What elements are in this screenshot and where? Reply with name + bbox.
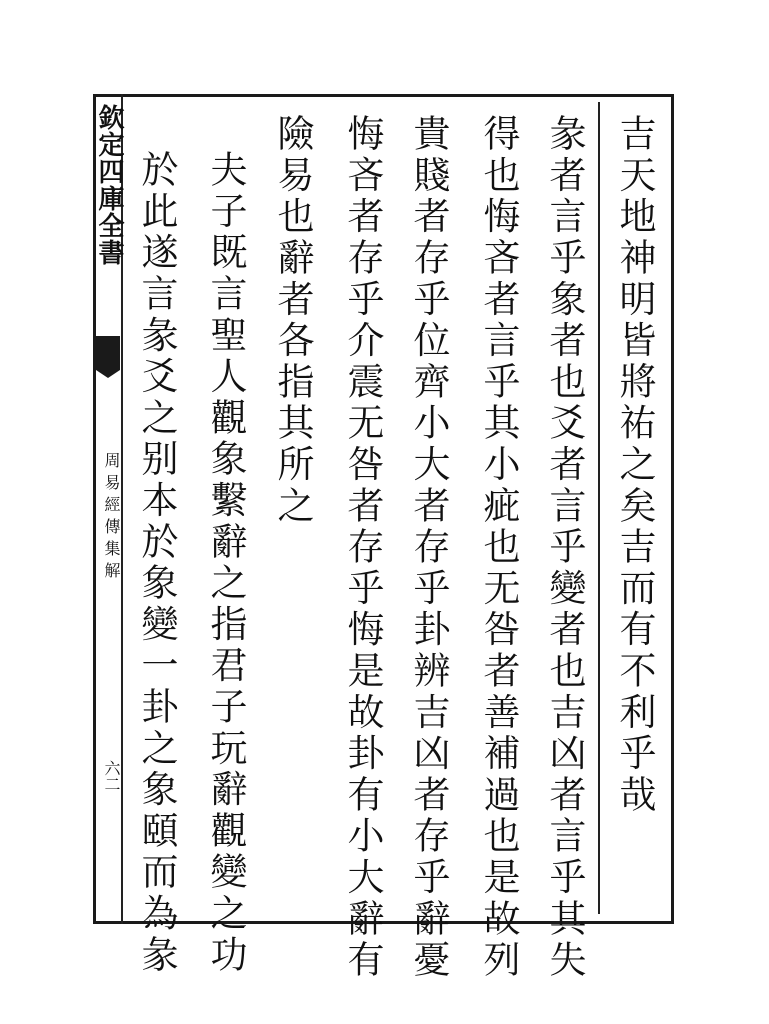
fishtail-mark xyxy=(96,336,120,370)
folio-number: 六二 xyxy=(102,760,121,792)
text-column-6: 險易也辭者各指其所之 xyxy=(271,114,314,527)
collection-title: 欽定四庫全書 xyxy=(94,104,124,266)
book-title: 周易經傳集解 xyxy=(102,452,121,584)
text-column-7: 夫子既言聖人觀象繫辭之指君子玩辭觀變之功 xyxy=(204,150,247,976)
text-column-3: 得也悔吝者言乎其小疵也无咎者善補過也是故列 xyxy=(477,114,520,982)
text-column-1: 吉天地神明皆將祐之矣吉而有不利乎哉 xyxy=(613,114,656,817)
text-column-4: 貴賤者存乎位齊小大者存乎卦辨吉凶者存乎辭憂 xyxy=(407,114,450,982)
text-column-8: 於此遂言彖爻之别本於象變一卦之象頤而為彖 xyxy=(135,150,178,976)
text-column-2: 彖者言乎象者也爻者言乎變者也吉凶者言乎其失 xyxy=(543,114,586,982)
text-column-5: 悔吝者存乎介震无咎者存乎悔是故卦有小大辭有 xyxy=(341,114,384,982)
text-block-rule xyxy=(598,102,600,914)
